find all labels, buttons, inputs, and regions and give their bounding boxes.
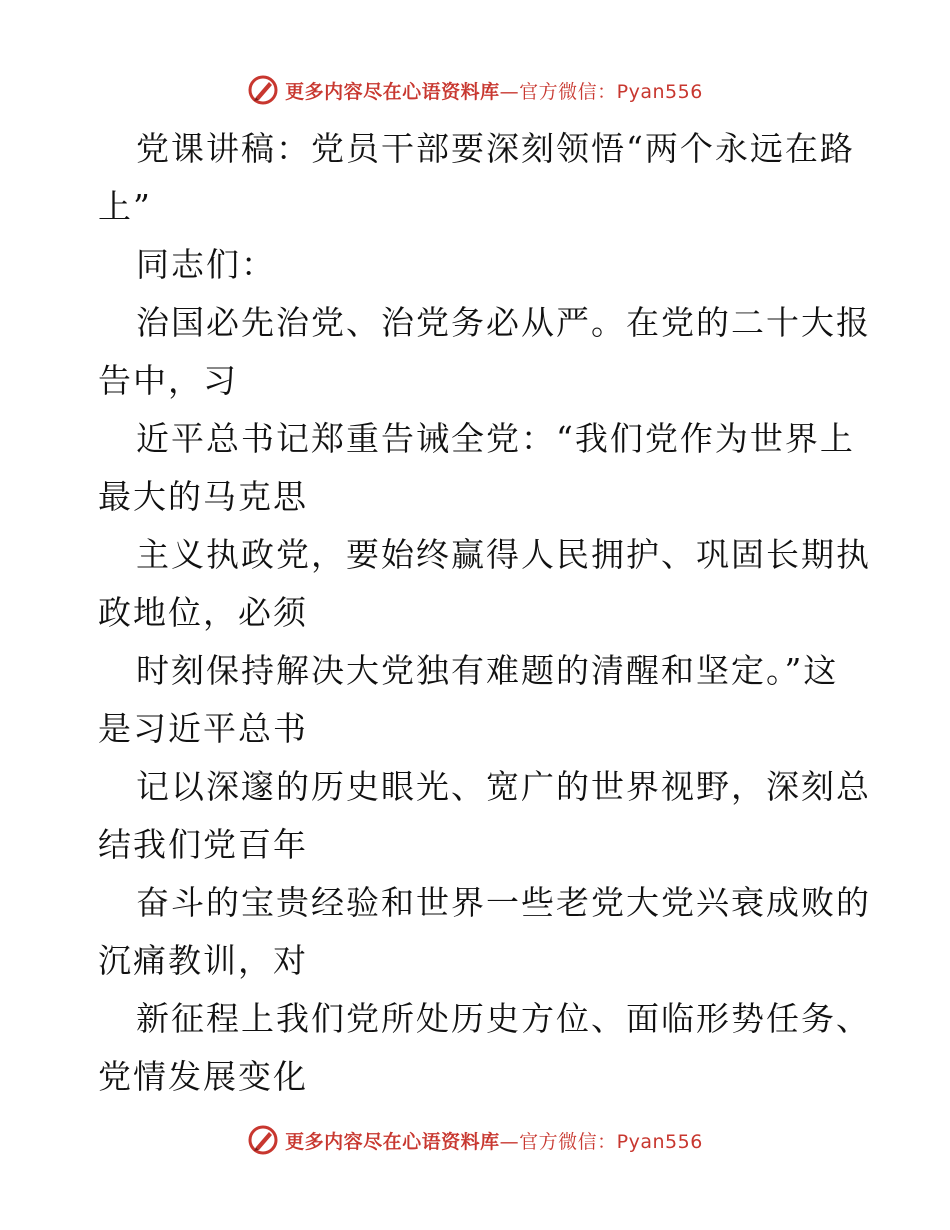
header-banner: [0, 70, 950, 110]
paragraph-line: 奋斗的宝贵经验和世界一些老党大党兴衰成败的: [136, 883, 871, 922]
salutation: 同志们：: [136, 245, 276, 284]
document-body: [98, 120, 871, 1106]
footer-banner: [0, 1120, 950, 1160]
paragraph-line: 沉痛教训，对: [98, 941, 308, 980]
paragraph-line: 政地位，必须: [98, 593, 308, 632]
paragraph-line: 近平总书记郑重告诫全党：“我们党作为世界上: [136, 419, 855, 458]
header-banner-text: 更多内容尽在心语资料库—官方微信：Pyan556: [285, 80, 703, 103]
title-line-1: 党课讲稿：党员干部要深刻领悟“两个永远在路: [136, 129, 855, 168]
pen-logo-icon: [247, 1124, 279, 1156]
paragraph-line: 治国必先治党、治党务必从严。在党的二十大报: [136, 303, 871, 342]
paragraph-line: 党情发展变化: [98, 1057, 308, 1096]
paragraph-line: 最大的马克思: [98, 477, 308, 516]
paragraph-line: 记以深邃的历史眼光、宽广的世界视野，深刻总: [136, 767, 871, 806]
title-line-2: 上”: [98, 187, 152, 226]
paragraph-line: 主义执政党，要始终赢得人民拥护、巩固长期执: [136, 535, 871, 574]
paragraph-line: 新征程上我们党所处历史方位、面临形势任务、: [136, 999, 871, 1038]
paragraph-line: 告中，习: [98, 361, 238, 400]
pen-logo-icon: [247, 74, 279, 106]
paragraph-line: 结我们党百年: [98, 825, 308, 864]
paragraph-line: 是习近平总书: [98, 709, 308, 748]
paragraph-line: 时刻保持解决大党独有难题的清醒和坚定。”这: [136, 651, 839, 690]
footer-banner-text: 更多内容尽在心语资料库—官方微信：Pyan556: [285, 1130, 703, 1153]
